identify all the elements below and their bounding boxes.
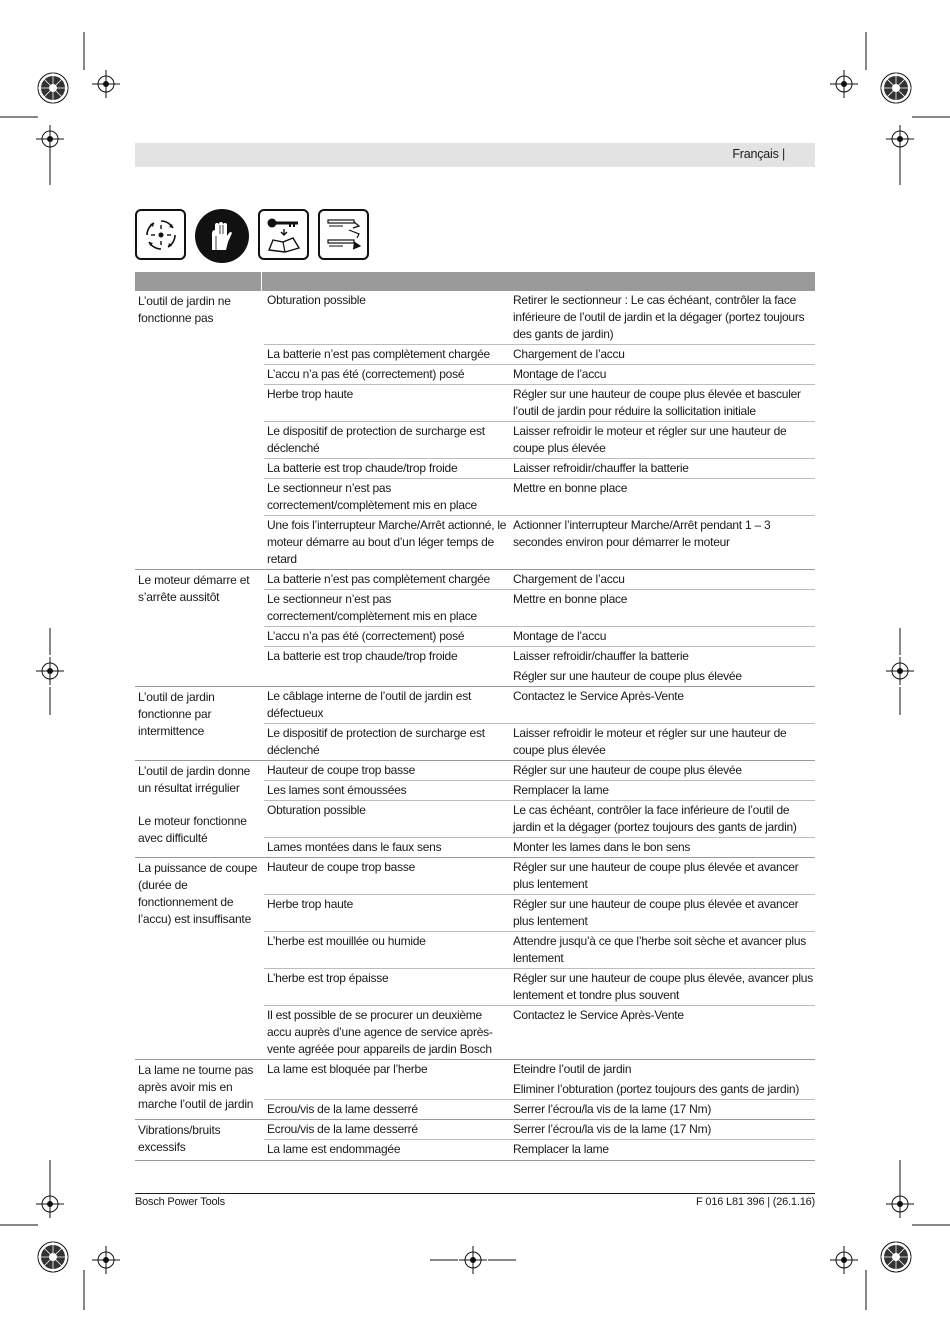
fix-cell: Remplacer la lame [513,1142,609,1156]
fix-cell: Régler sur une hauteur de coupe plus élevée, avancer plus lentement et tondre plus souvent [513,971,813,1002]
fix-cell [510,647,815,686]
fix-cell: Régler sur une hauteur de coupe plus élevée et avancer plus lentement [513,897,799,928]
fix-cell: Chargement de l’accu [513,347,625,361]
fix-text: Laisser refroidir/chauffer la batterie [513,649,689,663]
cause-cell: Il est possible de se procurer un deuxième accu auprès d’une agence de service après-vente agréée pour appareils de jardin Bosch [267,1008,493,1056]
cause-cell: L’accu n’a pas été (correctement) posé [267,367,465,381]
problem-cell: L’outil de jardin ne fonctionne pas [138,294,231,325]
cause-cell: Le câblage interne de l’outil de jardin est défectueux [267,689,472,720]
table-group [135,291,815,570]
fix-cell: Régler sur une hauteur de coupe plus élevée et avancer plus lentement [513,860,799,891]
cause-cell: Ecrou/vis de la lame desserré [267,1102,418,1116]
fix-cell: Chargement de l’accu [513,572,625,586]
table-row [264,291,815,345]
fix-text: Eteindre l’outil de jardin [513,1062,632,1076]
table-row [264,385,815,422]
table-row [264,687,815,724]
cause-cell: Hauteur de coupe trop basse [267,860,416,874]
table-row [264,627,815,647]
table-row [264,459,815,479]
problem-cell: Vibrations/bruits excessifs [138,1123,221,1154]
cause-cell: Herbe trop haute [267,897,354,911]
table-row [264,838,815,857]
blade-adjust-icon [318,209,369,260]
table-row [264,895,815,932]
cause-cell: Le sectionneur n’est pas correctement/complètement mis en place [267,481,477,512]
table-row [264,647,815,686]
cause-cell: L’accu n’a pas été (correctement) posé [267,629,465,643]
rotating-blade-icon [135,209,186,260]
cause-cell: La lame est bloquée par l’herbe [267,1062,428,1076]
problem-cell: Le moteur démarre et s’arrête aussitôt [138,573,250,604]
fix-cell: Mettre en bonne place [513,592,628,606]
table-group [135,570,815,687]
cause-cell: Obturation possible [267,803,366,817]
cause-cell: Herbe trop haute [267,387,354,401]
fix-cell: Montage de l’accu [513,367,607,381]
cause-cell: Ecrou/vis de la lame desserré [267,1122,418,1136]
fix-cell: Retirer le sectionneur : Le cas échéant, contrôler la face inférieure de l’outil de jardin et la dégager (portez toujours des gants de jardin) [513,293,805,341]
table-row [264,801,815,838]
footer-doc-number: F 016 L81 396 | (26.1.16) [696,1196,815,1208]
fix-cell: Serrer l’écrou/la vis de la lame (17 Nm) [513,1122,712,1136]
fix-cell: Mettre en bonne place [513,481,628,495]
table-row [264,1060,815,1100]
cause-cell: L’herbe est mouillée ou humide [267,934,426,948]
cause-cell: La batterie n’est pas complètement chargée [267,347,490,361]
table-group [135,1120,815,1161]
table-group [135,858,815,1060]
fix-cell: Laisser refroidir le moteur et régler sur une hauteur de coupe plus élevée [513,726,787,757]
table-row [264,1100,815,1119]
header-col-fix [508,272,815,291]
header-col-problem [135,272,262,291]
table-row [264,590,815,627]
table-row [264,1006,815,1059]
fix-cell: Régler sur une hauteur de coupe plus élevée [513,763,742,777]
fix-cell: Le cas échéant, contrôler la face inférieure de l’outil de jardin et la dégager (portez toujours des gants de jardin) [513,803,797,834]
header-language: Français | [732,147,785,161]
table-row [264,969,815,1006]
cause-cell: La batterie n’est pas complètement chargée [267,572,490,586]
table-row [264,479,815,516]
fix-cell: Régler sur une hauteur de coupe plus élevée et basculer l’outil de jardin pour réduire la sollicitation initiale [513,387,801,418]
cause-cell: Une fois l’interrupteur Marche/Arrêt actionné, le moteur démarre au bout d’un léger temps de retard [267,518,507,566]
fix-cell [510,1060,815,1099]
table-row [264,858,815,895]
cause-cell: L’herbe est trop épaisse [267,971,389,985]
protective-gloves-icon [195,209,249,263]
fix-text-2: Régler sur une hauteur de coupe plus élevée [513,669,742,683]
fix-cell: Monter les lames dans le bon sens [513,840,691,854]
cause-cell: Le dispositif de protection de surcharge est déclenché [267,726,485,757]
table-group [135,1060,815,1120]
fix-cell: Serrer l’écrou/la vis de la lame (17 Nm) [513,1102,712,1116]
footer-brand: Bosch Power Tools [135,1196,225,1208]
cause-cell: La batterie est trop chaude/trop froide [267,461,458,475]
page-header-bar [135,143,815,167]
table-row [264,1120,815,1140]
header-col-cause [262,272,508,291]
cause-cell: Le dispositif de protection de surcharge est déclenché [267,424,485,455]
problem-cell: L’outil de jardin fonctionne par intermittence [138,690,215,738]
table-row [264,365,815,385]
problem-cell: La puissance de coupe (durée de fonctionnement de l’accu) est insuffisante [138,861,258,926]
cause-cell: Obturation possible [267,293,366,307]
fix-cell: Montage de l’accu [513,629,607,643]
table-row [264,761,815,781]
table-row [264,932,815,969]
problem-cell [135,761,264,857]
table-row [264,724,815,760]
cause-cell: Hauteur de coupe trop basse [267,763,416,777]
cause-cell: La lame est endommagée [267,1142,401,1156]
table-row [264,422,815,459]
table-row [264,1140,815,1159]
cause-cell: Les lames sont émoussées [267,783,407,797]
table-group [135,761,815,858]
fix-cell: Contactez le Service Après-Vente [513,689,684,703]
fix-cell: Contactez le Service Après-Vente [513,1008,684,1022]
troubleshooting-table [135,272,815,1161]
safety-icons [135,209,369,263]
fix-cell: Remplacer la lame [513,783,609,797]
fix-cell: Laisser refroidir le moteur et régler sur une hauteur de coupe plus élevée [513,424,787,455]
table-row [264,516,815,569]
problem-text: L’outil de jardin donne un résultat irrégulier [138,764,251,795]
cause-cell: Lames montées dans le faux sens [267,840,442,854]
footer-rule [135,1193,815,1194]
table-header [135,272,815,291]
fix-text-2: Eliminer l’obturation (portez toujours des gants de jardin) [513,1082,800,1096]
problem-cell: La lame ne tourne pas après avoir mis en marche l’outil de jardin [138,1063,254,1111]
cause-cell: Le sectionneur n’est pas correctement/complètement mis en place [267,592,477,623]
table-row [264,570,815,590]
fix-cell: Attendre jusqu’à ce que l’herbe soit sèche et avancer plus lentement [513,934,807,965]
fix-cell: Laisser refroidir/chauffer la batterie [513,461,689,475]
remove-key-read-manual-icon [258,209,309,260]
cause-cell: La batterie est trop chaude/trop froide [267,649,458,663]
table-row [264,345,815,365]
table-row [264,781,815,801]
fix-cell: Actionner l’interrupteur Marche/Arrêt pendant 1 – 3 secondes environ pour démarrer le moteur [513,518,771,549]
table-group [135,687,815,761]
problem-text-2: Le moteur fonctionne avec difficulté [138,814,247,845]
